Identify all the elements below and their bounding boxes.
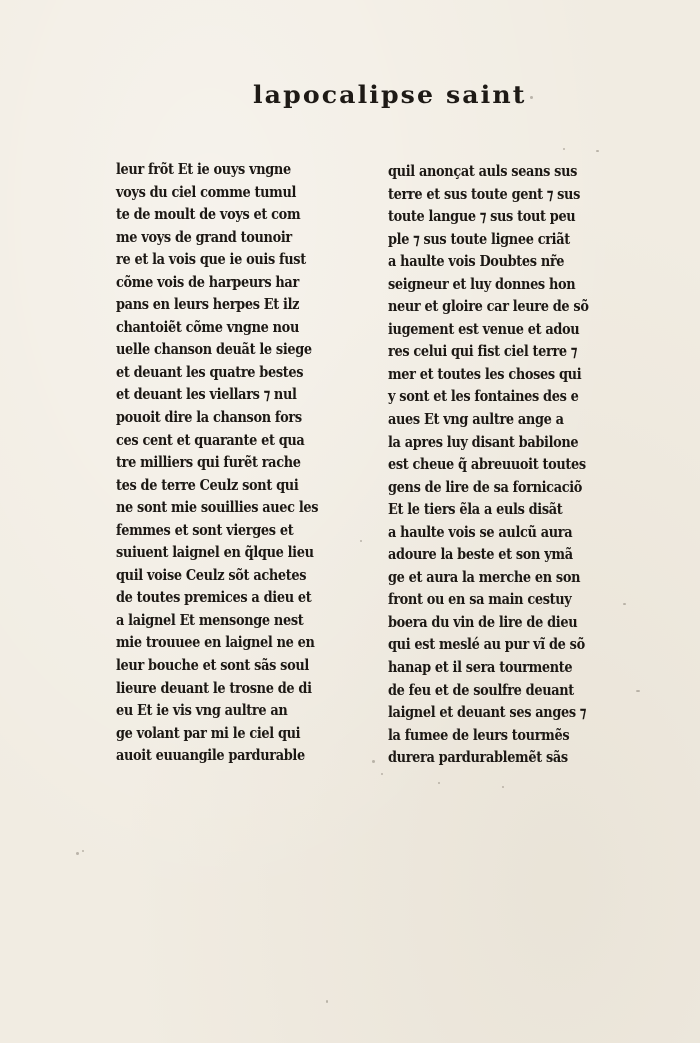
text-line: eu Et ie vis vng aultre an [116,701,288,720]
text-line: laignel et deuant ses anges ⁊ [388,703,586,722]
text-line: durera pardurablemẽt sãs [388,748,568,767]
text-line: lieure deuant le trosne de di [116,678,312,697]
text-line: y sont et les fontaines des e [388,387,579,406]
text-line: auoit euuangile pardurable [116,746,305,765]
ink-speck [563,148,565,150]
ink-speck [502,786,504,788]
text-column-right [388,160,612,769]
text-line: terre et sus toute gent ⁊ sus [388,184,581,203]
text-line: pouoit dire la chanson fors [116,408,302,427]
text-line: femmes et sont vierges et [116,520,294,539]
text-line: front ou en sa main cestuy [388,590,572,609]
text-line: qui est meslé au pur vĩ de sõ [388,635,585,654]
ink-speck [82,850,84,852]
ink-speck [596,150,599,152]
text-line: tes de terre Ceulz sont qui [116,475,299,494]
text-line: neur et gloire car leure de sõ [388,297,589,316]
text-line: me voys de grand tounoir [116,227,292,246]
ink-speck [530,96,533,99]
text-line: ple ⁊ sus toute lignee criãt [388,229,570,248]
running-title: lapocalipse saint [253,80,527,109]
text-line: seigneur et luy donnes hon [388,274,576,293]
text-line: ge et aura la merche en son [388,567,581,586]
text-line: chantoiẽt cõme vngne nou [116,317,299,336]
text-line: voys du ciel comme tumul [116,182,297,201]
text-line: de feu et de soulfre deuant [388,680,574,699]
ink-speck [326,1000,328,1003]
text-line: mie trouuee en laignel ne en [116,633,315,652]
text-line: quil anonçat auls seans sus [388,162,578,180]
ink-speck [623,603,626,605]
text-line: de toutes premices a dieu et [116,588,312,607]
text-line: ces cent et quarante et qua [116,430,305,449]
ink-speck [360,540,362,542]
text-line: ne sont mie souillies auec les [116,498,319,517]
text-line: boera du vin de lire de dieu [388,612,578,631]
text-line: iugement est venue et adou [388,319,580,338]
text-line: re et la vois que ie ouis fust [116,250,306,269]
ink-speck [381,773,383,775]
text-line: aues Et vng aultre ange a [388,410,564,429]
ink-speck [636,690,640,692]
text-line: tre milliers qui furẽt rache [116,453,301,472]
text-line: a haulte vois Doubtes nr̃e [388,252,565,271]
text-line: mer et toutes les choses qui [388,364,582,383]
ink-speck [438,782,440,784]
text-line: adoure la beste et son ymã [388,545,573,564]
ink-speck [372,760,375,763]
text-line: et deuant les quatre bestes [116,362,304,381]
text-line: toute langue ⁊ sus tout peu [388,207,576,226]
text-line: leur frõt Et ie ouys vngne [116,160,291,178]
text-line: leur bouche et sont sãs soul [116,656,309,675]
text-line: pans en leurs herpes Et ilz [116,295,300,314]
text-column-left [116,158,331,767]
ink-speck [76,852,79,855]
text-line: la fumee de leurs tourmẽs [388,725,570,744]
text-line: hanap et il sera tourmente [388,658,573,677]
text-line: la apres luy disant babilone [388,432,579,451]
text-line: res celui qui fist ciel terre ⁊ [388,342,578,361]
text-line: ge volant par mi le ciel qui [116,723,301,742]
text-line: uelle chanson deuãt le siege [116,340,312,359]
text-line: gens de lire de sa fornicaciõ [388,477,583,496]
text-line: te de moult de voys et com [116,205,301,224]
text-line: quil voise Ceulz sõt achetes [116,565,307,584]
text-line: a haulte vois se aulcũ aura [388,522,573,541]
text-line: est cheue q̃ abreuuoit toutes [388,455,586,474]
text-line: cõme vois de harpeurs har [116,272,299,291]
text-line: suiuent laignel en q̃lque lieu [116,543,314,562]
text-line: a laignel Et mensonge nest [116,610,304,629]
text-line: Et le tiers ẽla a euls disãt [388,500,563,519]
text-line: et deuant les viellars ⁊ nul [116,385,297,404]
